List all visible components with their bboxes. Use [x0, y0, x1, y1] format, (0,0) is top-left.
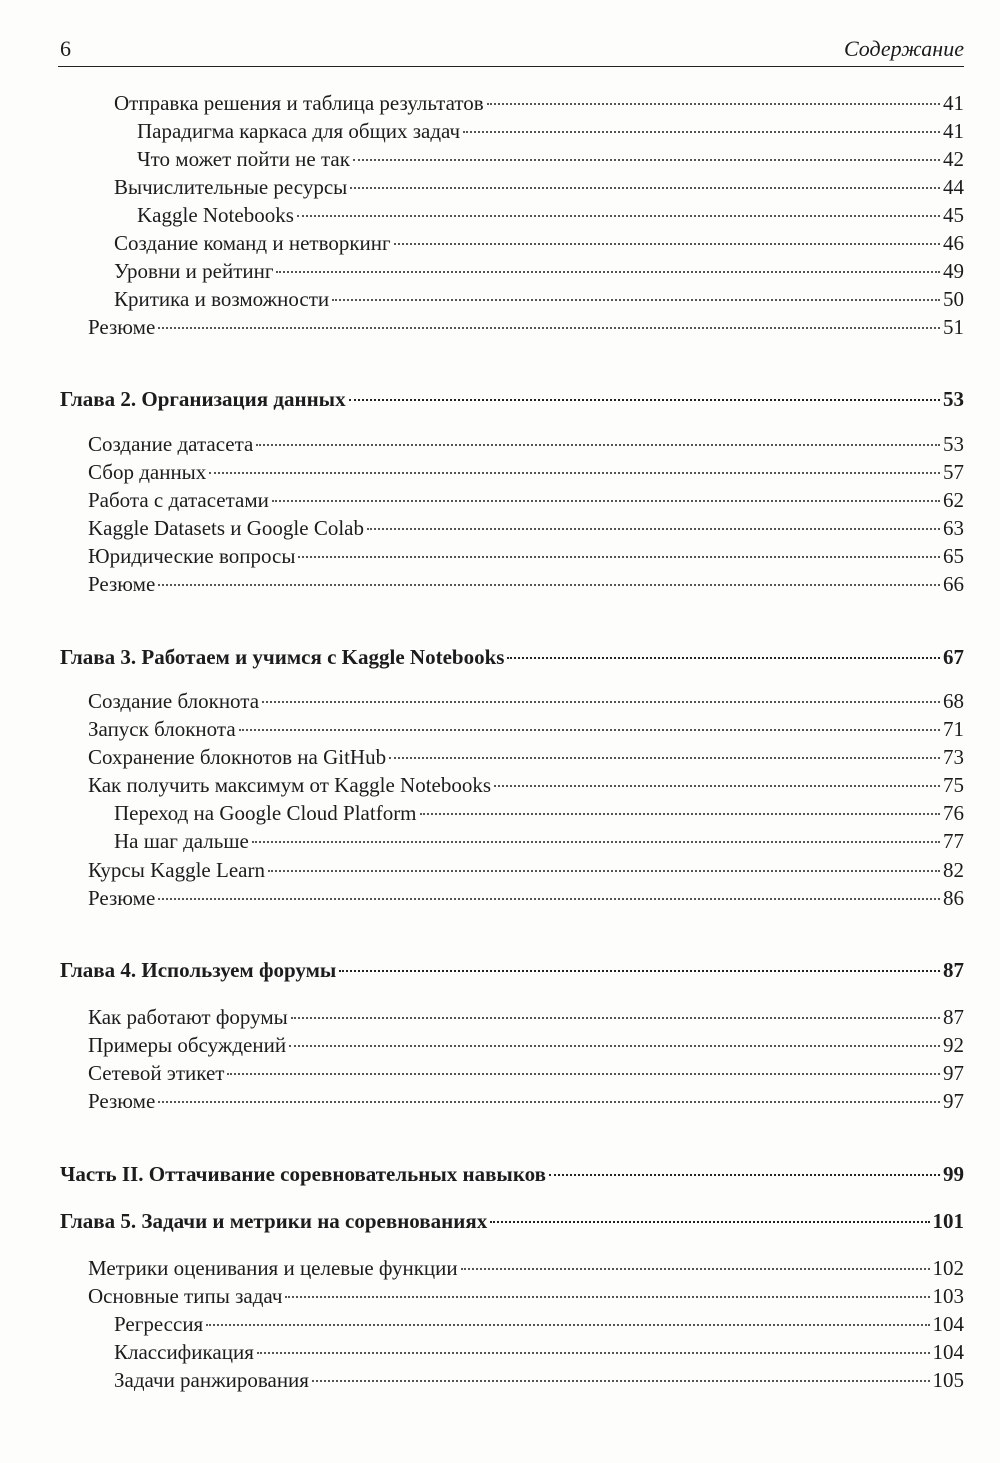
toc-entry: Переход на Google Cloud Platform 76 [114, 801, 964, 825]
running-title: Содержание [843, 36, 964, 61]
toc-entry: Запуск блокнота 71 [88, 717, 964, 741]
toc-entry: Что может пойти не так 42 [137, 147, 964, 171]
toc-entry: Резюме 51 [88, 315, 964, 339]
toc-entry: Резюме 66 [88, 572, 964, 596]
toc-entry: Метрики оценивания и целевые функции 102 [88, 1256, 964, 1280]
toc-entry: Создание датасета 53 [88, 432, 964, 456]
toc-entry: Создание команд и нетворкинг 46 [114, 231, 964, 255]
toc-entry: Сохранение блокнотов на GitHub 73 [88, 745, 964, 769]
toc-chapter: Глава 2. Организация данных 53 [60, 387, 964, 411]
toc-entry: Примеры обсуждений 92 [88, 1033, 964, 1057]
toc-entry: Юридические вопросы 65 [88, 544, 964, 568]
toc-entry: Критика и возможности 50 [114, 287, 964, 311]
toc-chapter: Глава 5. Задачи и метрики на соревнованиях 101 [60, 1209, 964, 1233]
toc-entry: На шаг дальше 77 [114, 829, 964, 853]
toc-entry: Резюме 86 [88, 886, 964, 910]
toc-entry: Отправка решения и таблица результатов 41 [114, 91, 964, 115]
toc-entry: Классификация 104 [114, 1340, 964, 1364]
toc-entry: Парадигма каркаса для общих задач 41 [137, 119, 964, 143]
toc-entry: Вычислительные ресурсы 44 [114, 175, 964, 199]
toc-entry: Как работают форумы 87 [88, 1005, 964, 1029]
toc-entry: Работа с датасетами 62 [88, 488, 964, 512]
toc-entry: Kaggle Datasets и Google Colab 63 [88, 516, 964, 540]
toc-entry: Создание блокнота 68 [88, 689, 964, 713]
toc-entry: Сбор данных 57 [88, 460, 964, 484]
toc-entry: Сетевой этикет 97 [88, 1061, 964, 1085]
toc-entry: Задачи ранжирования 105 [114, 1368, 964, 1392]
toc-entry: Курсы Kaggle Learn 82 [88, 858, 964, 882]
toc-chapter: Глава 4. Используем форумы 87 [60, 958, 964, 982]
toc-entry: Уровни и рейтинг 49 [114, 259, 964, 283]
toc-entry: Регрессия 104 [114, 1312, 964, 1336]
toc-part: Часть II. Оттачивание соревновательных навыков 99 [60, 1162, 964, 1186]
page-number: 6 [60, 36, 71, 61]
toc-entry: Как получить максимум от Kaggle Notebooks 75 [88, 773, 964, 797]
toc-entry: Kaggle Notebooks 45 [137, 203, 964, 227]
toc-entry: Резюме 97 [88, 1089, 964, 1113]
toc-entry: Основные типы задач 103 [88, 1284, 964, 1308]
toc-chapter: Глава 3. Работаем и учимся с Kaggle Notebooks 67 [60, 645, 964, 669]
